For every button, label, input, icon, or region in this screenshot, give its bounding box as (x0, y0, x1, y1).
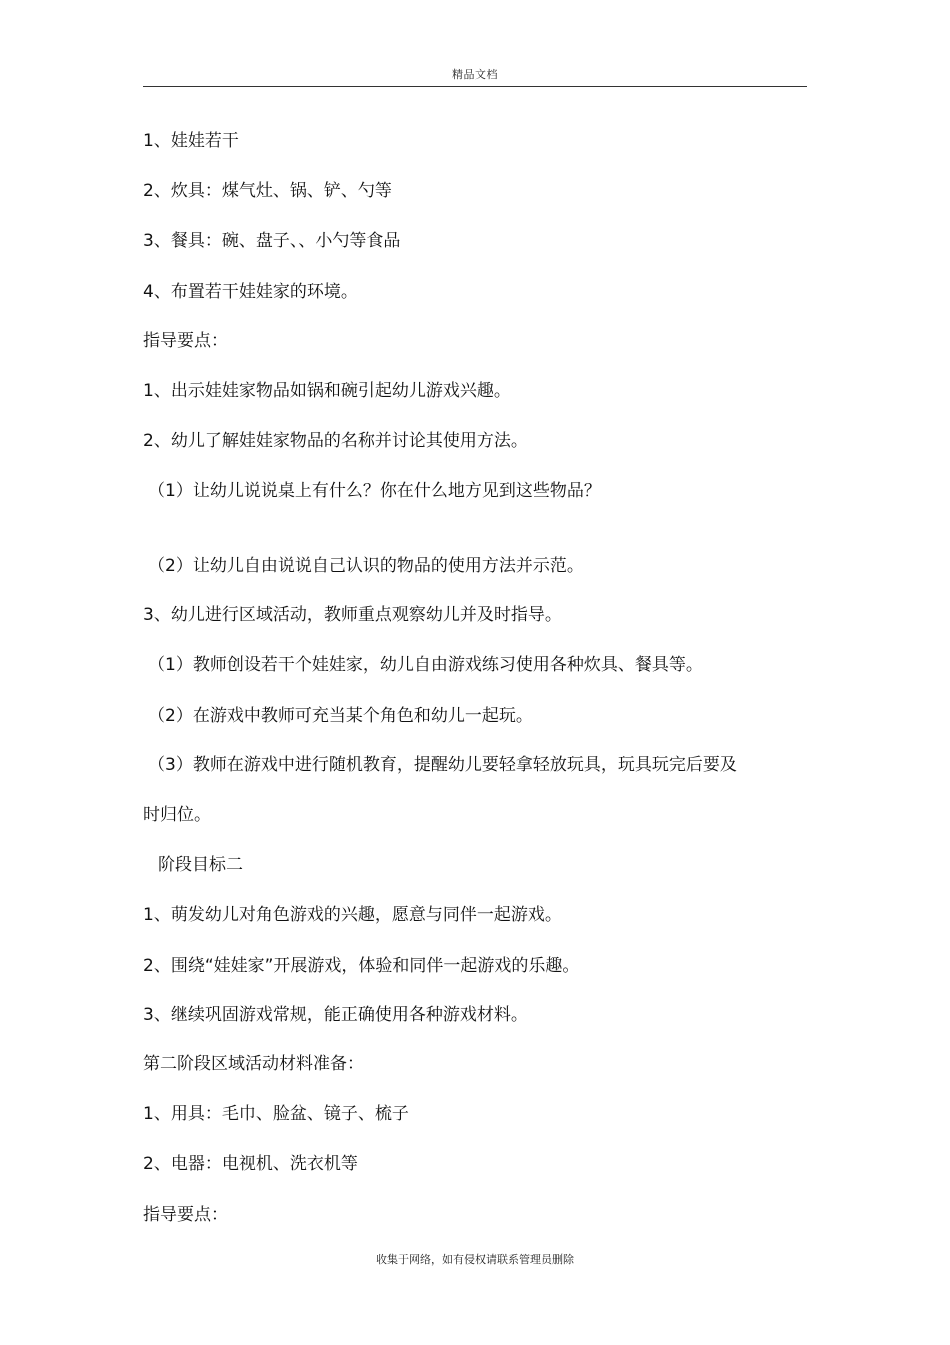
stage2-material-2: 2、电器：电视机、洗衣机等 (143, 1154, 358, 1174)
guidance-item-1: 1、出示娃娃家物品如锅和碗引起幼儿游戏兴趣。 (143, 381, 511, 401)
section-heading-stage-2: 阶段目标二 (158, 855, 243, 875)
stage2-material-1: 1、用具：毛巾、脸盆、镜子、梳子 (143, 1104, 409, 1124)
guidance-subitem-3-1: （1）教师创设若干个娃娃家，幼儿自由游戏练习使用各种炊具、餐具等。 (148, 655, 703, 675)
material-item-2: 2、炊具：煤气灶、锅、铲、勺等 (143, 181, 392, 201)
guidance-item-3: 3、幼儿进行区域活动，教师重点观察幼儿并及时指导。 (143, 605, 562, 625)
header-rule (143, 86, 807, 87)
stage2-goal-1: 1、萌发幼儿对角色游戏的兴趣，愿意与同伴一起游戏。 (143, 905, 562, 925)
material-item-3: 3、餐具：碗、盘子、、小勺等食品 (143, 231, 401, 251)
guidance-subitem-2: （2）让幼儿自由说说自己认识的物品的使用方法并示范。 (148, 556, 584, 576)
guidance-subitem-3-3: （3）教师在游戏中进行随机教育，提醒幼儿要轻拿轻放玩具，玩具玩完后要及 (148, 755, 737, 775)
guidance-subitem-3-2: （2）在游戏中教师可充当某个角色和幼儿一起玩。 (148, 706, 533, 726)
section-heading-guidance-2: 指导要点： (143, 1205, 228, 1225)
page-header: 精品文档 (452, 68, 498, 81)
material-item-1: 1、娃娃若干 (143, 131, 239, 151)
guidance-subitem-3-3-cont: 时归位。 (143, 805, 211, 825)
section-heading-stage2-materials: 第二阶段区域活动材料准备： (143, 1054, 364, 1074)
stage2-goal-3: 3、继续巩固游戏常规，能正确使用各种游戏材料。 (143, 1005, 528, 1025)
stage2-goal-2: 2、围绕“娃娃家”开展游戏，体验和同伴一起游戏的乐趣。 (143, 956, 580, 976)
guidance-subitem-1: （1）让幼儿说说桌上有什么？你在什么地方见到这些物品？ (148, 481, 601, 501)
material-item-4: 4、布置若干娃娃家的环境。 (143, 282, 358, 302)
guidance-item-2: 2、幼儿了解娃娃家物品的名称并讨论其使用方法。 (143, 431, 528, 451)
section-heading-guidance: 指导要点： (143, 331, 228, 351)
page-footer: 收集于网络，如有侵权请联系管理员删除 (376, 1253, 574, 1266)
